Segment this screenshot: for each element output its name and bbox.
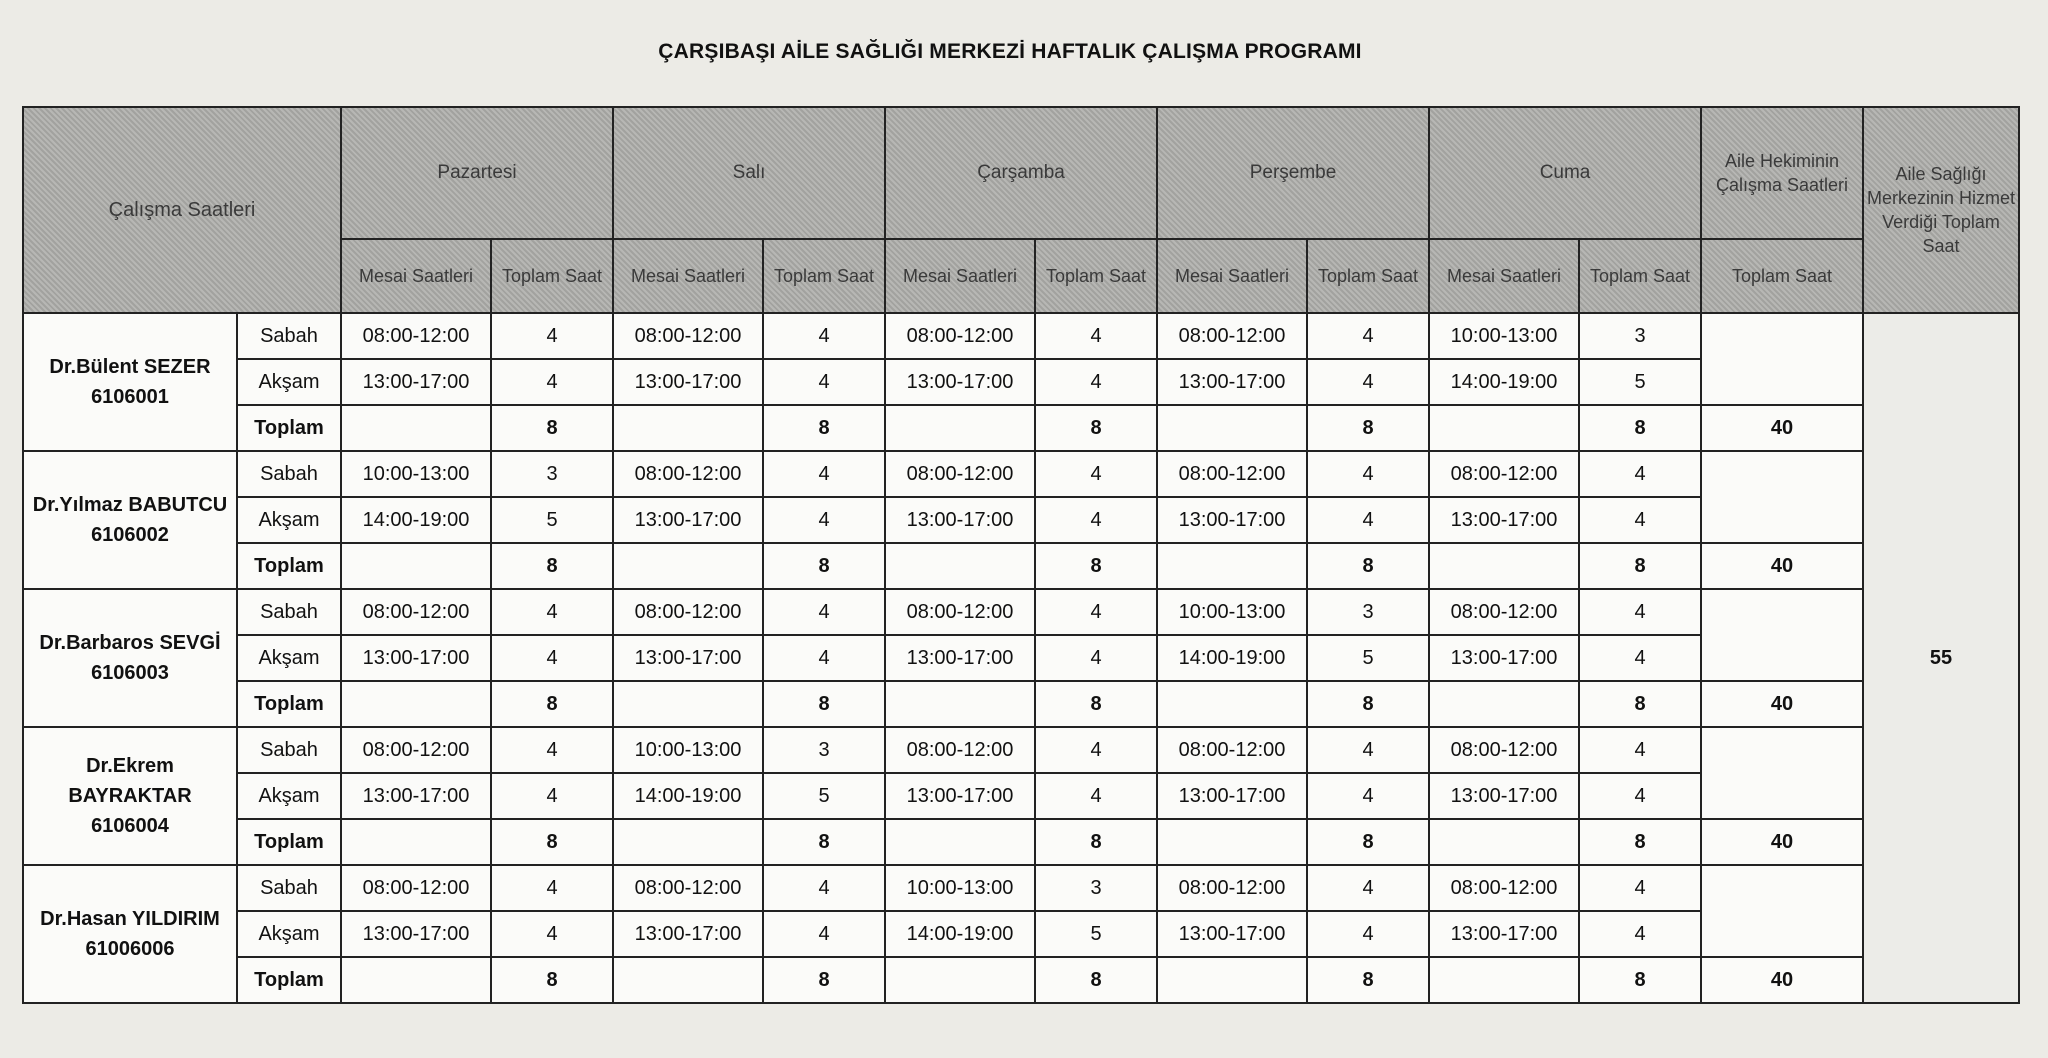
morning-shift-hours: 4 [1035,589,1157,635]
evening-shift-hours: 4 [1579,911,1701,957]
morning-shift-hours: 4 [1579,727,1701,773]
physician-hours-empty [1701,589,1863,681]
morning-shift-time: 08:00-12:00 [341,865,491,911]
day-total-hours: 8 [1579,819,1701,865]
physician-hours-empty [1701,727,1863,819]
doctor-code: 6106002 [91,524,169,546]
period-label-morning: Sabah [237,589,341,635]
period-label-evening: Akşam [237,911,341,957]
doctor-cell [23,865,237,1003]
day-total-empty [1157,819,1307,865]
shift-hours-header: Mesai Saatleri [885,239,1035,313]
morning-shift-time: 08:00-12:00 [1429,589,1579,635]
day-header-thursday: Perşembe [1157,107,1429,239]
morning-shift-time: 08:00-12:00 [1157,313,1307,359]
morning-shift-time: 08:00-12:00 [885,589,1035,635]
day-total-empty [613,957,763,1003]
evening-shift-time: 13:00-17:00 [1429,635,1579,681]
evening-shift-time: 13:00-17:00 [1429,773,1579,819]
evening-shift-time: 13:00-17:00 [613,911,763,957]
day-total-hours: 8 [763,405,885,451]
total-hours-header: Toplam Saat [1035,239,1157,313]
day-total-hours: 8 [1579,681,1701,727]
physician-total-hours-header: Toplam Saat [1701,239,1863,313]
day-total-empty [885,957,1035,1003]
total-hours-header: Toplam Saat [1307,239,1429,313]
morning-shift-hours: 4 [1307,451,1429,497]
shift-hours-header: Mesai Saatleri [341,239,491,313]
physician-hours-empty [1701,451,1863,543]
day-total-hours: 8 [1035,681,1157,727]
morning-shift-hours: 4 [491,865,613,911]
morning-shift-hours: 4 [1579,865,1701,911]
evening-shift-hours: 5 [1579,359,1701,405]
evening-shift-time: 14:00-19:00 [1429,359,1579,405]
table-row [23,681,2019,727]
day-total-empty [885,819,1035,865]
period-label-evening: Akşam [237,635,341,681]
day-total-hours: 8 [491,543,613,589]
morning-shift-time: 08:00-12:00 [1429,865,1579,911]
morning-shift-time: 08:00-12:00 [613,451,763,497]
morning-shift-hours: 4 [491,589,613,635]
document-title: ÇARŞIBAŞI AİLE SAĞLIĞI MERKEZİ HAFTALIK ÇALIŞMA PROGRAMI [658,40,1362,63]
morning-shift-hours: 4 [763,313,885,359]
doctor-name: Dr.Yılmaz BABUTCU [32,494,228,516]
evening-shift-time: 13:00-17:00 [1429,911,1579,957]
center-hours-header: Aile Sağlığı Merkezinin Hizmet Verdiği Toplam Saat [1863,107,2019,313]
physician-hours-empty [1701,865,1863,957]
evening-shift-time: 13:00-17:00 [613,359,763,405]
doctor-code: 61006006 [85,938,175,960]
evening-shift-hours: 5 [491,497,613,543]
evening-shift-hours: 4 [1307,773,1429,819]
morning-shift-hours: 4 [1579,589,1701,635]
period-label-morning: Sabah [237,313,341,359]
doctor-name: Dr.Ekrem BAYRAKTAR [68,755,192,807]
morning-shift-hours: 4 [1035,451,1157,497]
table-row [23,865,2019,911]
day-total-hours: 8 [1035,543,1157,589]
evening-shift-hours: 5 [763,773,885,819]
day-total-empty [1429,957,1579,1003]
evening-shift-hours: 5 [1307,635,1429,681]
day-total-empty [341,405,491,451]
morning-shift-time: 08:00-12:00 [1429,451,1579,497]
weekly-total-hours: 40 [1701,957,1863,1003]
morning-shift-hours: 3 [1035,865,1157,911]
morning-shift-hours: 4 [491,727,613,773]
evening-shift-hours: 4 [491,635,613,681]
evening-shift-hours: 4 [491,911,613,957]
day-header-monday: Pazartesi [341,107,613,239]
morning-shift-time: 08:00-12:00 [885,313,1035,359]
evening-shift-hours: 4 [491,359,613,405]
evening-shift-time: 13:00-17:00 [1157,773,1307,819]
day-total-empty [885,543,1035,589]
table-row [23,313,2019,359]
day-total-hours: 8 [491,957,613,1003]
evening-shift-time: 13:00-17:00 [1429,497,1579,543]
day-total-empty [341,681,491,727]
day-total-hours: 8 [763,681,885,727]
doctor-code: 6106001 [91,386,169,408]
table-row [23,543,2019,589]
morning-shift-hours: 4 [1035,727,1157,773]
period-label-total: Toplam [237,819,341,865]
morning-shift-hours: 4 [491,313,613,359]
morning-shift-hours: 3 [491,451,613,497]
evening-shift-hours: 4 [1579,497,1701,543]
day-total-hours: 8 [1035,405,1157,451]
evening-shift-time: 13:00-17:00 [885,773,1035,819]
evening-shift-hours: 4 [1035,773,1157,819]
weekly-total-hours: 40 [1701,819,1863,865]
day-total-empty [613,405,763,451]
day-total-empty [341,819,491,865]
day-total-hours: 8 [1035,819,1157,865]
evening-shift-time: 13:00-17:00 [613,497,763,543]
period-label-total: Toplam [237,957,341,1003]
table-row [23,451,2019,497]
table-row [23,405,2019,451]
evening-shift-hours: 4 [1579,635,1701,681]
evening-shift-time: 13:00-17:00 [1157,359,1307,405]
period-label-total: Toplam [237,543,341,589]
day-total-empty [1429,681,1579,727]
day-total-empty [613,819,763,865]
physician-hours-empty [1701,313,1863,405]
evening-shift-hours: 4 [1035,635,1157,681]
evening-shift-time: 13:00-17:00 [1157,497,1307,543]
evening-shift-time: 13:00-17:00 [341,635,491,681]
morning-shift-time: 08:00-12:00 [341,727,491,773]
evening-shift-hours: 4 [763,359,885,405]
doctor-name: Dr.Bülent SEZER [49,356,211,378]
morning-shift-hours: 3 [1307,589,1429,635]
evening-shift-time: 14:00-19:00 [613,773,763,819]
morning-shift-time: 10:00-13:00 [341,451,491,497]
period-label-total: Toplam [237,681,341,727]
day-total-empty [1429,819,1579,865]
period-label-morning: Sabah [237,727,341,773]
morning-shift-time: 08:00-12:00 [885,451,1035,497]
morning-shift-time: 08:00-12:00 [1157,727,1307,773]
day-total-hours: 8 [1307,681,1429,727]
day-total-hours: 8 [763,957,885,1003]
evening-shift-hours: 4 [1307,359,1429,405]
physician-hours-header: Aile Hekiminin Çalışma Saatleri [1701,107,1863,239]
table-row [23,957,2019,1003]
day-total-hours: 8 [491,681,613,727]
day-header-wednesday: Çarşamba [885,107,1157,239]
doctor-name: Dr.Barbaros SEVGİ [39,632,221,654]
evening-shift-hours: 4 [1307,497,1429,543]
morning-shift-hours: 3 [1579,313,1701,359]
doctor-name: Dr.Hasan YILDIRIM [40,908,220,930]
center-total-hours: 55 [1863,313,2019,1003]
morning-shift-hours: 4 [763,451,885,497]
day-total-empty [613,681,763,727]
period-label-total: Toplam [237,405,341,451]
morning-shift-time: 10:00-13:00 [1157,589,1307,635]
evening-shift-time: 13:00-17:00 [341,911,491,957]
period-label-evening: Akşam [237,359,341,405]
day-total-empty [1429,543,1579,589]
table-row [23,819,2019,865]
total-hours-header: Toplam Saat [491,239,613,313]
day-total-hours: 8 [1307,405,1429,451]
day-total-hours: 8 [763,543,885,589]
table-row [23,727,2019,773]
day-total-empty [885,681,1035,727]
day-total-hours: 8 [491,405,613,451]
day-total-empty [1157,681,1307,727]
morning-shift-time: 08:00-12:00 [885,727,1035,773]
morning-shift-hours: 4 [763,865,885,911]
morning-shift-time: 08:00-12:00 [613,865,763,911]
period-label-morning: Sabah [237,865,341,911]
evening-shift-hours: 4 [1035,497,1157,543]
morning-shift-time: 08:00-12:00 [1157,451,1307,497]
evening-shift-hours: 4 [1307,911,1429,957]
period-label-morning: Sabah [237,451,341,497]
morning-shift-hours: 3 [763,727,885,773]
morning-shift-hours: 4 [1307,865,1429,911]
schedule-body [23,313,2019,1003]
day-total-empty [1157,543,1307,589]
morning-shift-time: 08:00-12:00 [341,313,491,359]
day-total-empty [1157,957,1307,1003]
doctor-cell [23,727,237,865]
day-total-hours: 8 [1307,543,1429,589]
evening-shift-hours: 4 [1035,359,1157,405]
day-total-hours: 8 [1579,543,1701,589]
morning-shift-time: 08:00-12:00 [1429,727,1579,773]
evening-shift-hours: 4 [763,497,885,543]
morning-shift-hours: 4 [1579,451,1701,497]
day-total-empty [341,957,491,1003]
day-header-tuesday: Salı [613,107,885,239]
evening-shift-hours: 4 [491,773,613,819]
day-total-hours: 8 [1035,957,1157,1003]
evening-shift-time: 13:00-17:00 [885,497,1035,543]
morning-shift-hours: 4 [1307,313,1429,359]
doctor-code: 6106004 [91,815,169,837]
evening-shift-time: 14:00-19:00 [885,911,1035,957]
doctor-code: 6106003 [91,662,169,684]
evening-shift-hours: 4 [763,635,885,681]
day-total-hours: 8 [1579,957,1701,1003]
period-label-evening: Akşam [237,497,341,543]
evening-shift-time: 13:00-17:00 [341,773,491,819]
morning-shift-time: 10:00-13:00 [885,865,1035,911]
day-total-hours: 8 [763,819,885,865]
evening-shift-hours: 5 [1035,911,1157,957]
weekly-total-hours: 40 [1701,681,1863,727]
weekly-total-hours: 40 [1701,405,1863,451]
evening-shift-time: 13:00-17:00 [341,359,491,405]
doctor-cell [23,313,237,451]
day-total-empty [885,405,1035,451]
morning-shift-hours: 4 [1035,313,1157,359]
evening-shift-time: 13:00-17:00 [1157,911,1307,957]
shift-hours-header: Mesai Saatleri [613,239,763,313]
doctor-cell [23,589,237,727]
morning-shift-time: 10:00-13:00 [1429,313,1579,359]
total-hours-header: Toplam Saat [763,239,885,313]
morning-shift-hours: 4 [1307,727,1429,773]
evening-shift-time: 13:00-17:00 [885,635,1035,681]
morning-shift-time: 08:00-12:00 [613,313,763,359]
morning-shift-hours: 4 [763,589,885,635]
day-total-hours: 8 [1307,957,1429,1003]
evening-shift-time: 14:00-19:00 [341,497,491,543]
evening-shift-hours: 4 [763,911,885,957]
evening-shift-time: 13:00-17:00 [885,359,1035,405]
period-label-evening: Akşam [237,773,341,819]
evening-shift-time: 13:00-17:00 [613,635,763,681]
day-total-hours: 8 [491,819,613,865]
day-total-empty [1157,405,1307,451]
weekly-total-hours: 40 [1701,543,1863,589]
shift-hours-header: Mesai Saatleri [1429,239,1579,313]
day-total-hours: 8 [1579,405,1701,451]
day-total-empty [613,543,763,589]
schedule-table [22,106,2020,1004]
day-total-empty [1429,405,1579,451]
morning-shift-time: 08:00-12:00 [1157,865,1307,911]
morning-shift-time: 08:00-12:00 [341,589,491,635]
day-total-hours: 8 [1307,819,1429,865]
morning-shift-time: 10:00-13:00 [613,727,763,773]
day-total-empty [341,543,491,589]
doctor-cell [23,451,237,589]
evening-shift-time: 14:00-19:00 [1157,635,1307,681]
day-header-friday: Cuma [1429,107,1701,239]
total-hours-header: Toplam Saat [1579,239,1701,313]
morning-shift-time: 08:00-12:00 [613,589,763,635]
working-hours-header: Çalışma Saatleri [23,107,341,313]
evening-shift-hours: 4 [1579,773,1701,819]
shift-hours-header: Mesai Saatleri [1157,239,1307,313]
table-row [23,589,2019,635]
